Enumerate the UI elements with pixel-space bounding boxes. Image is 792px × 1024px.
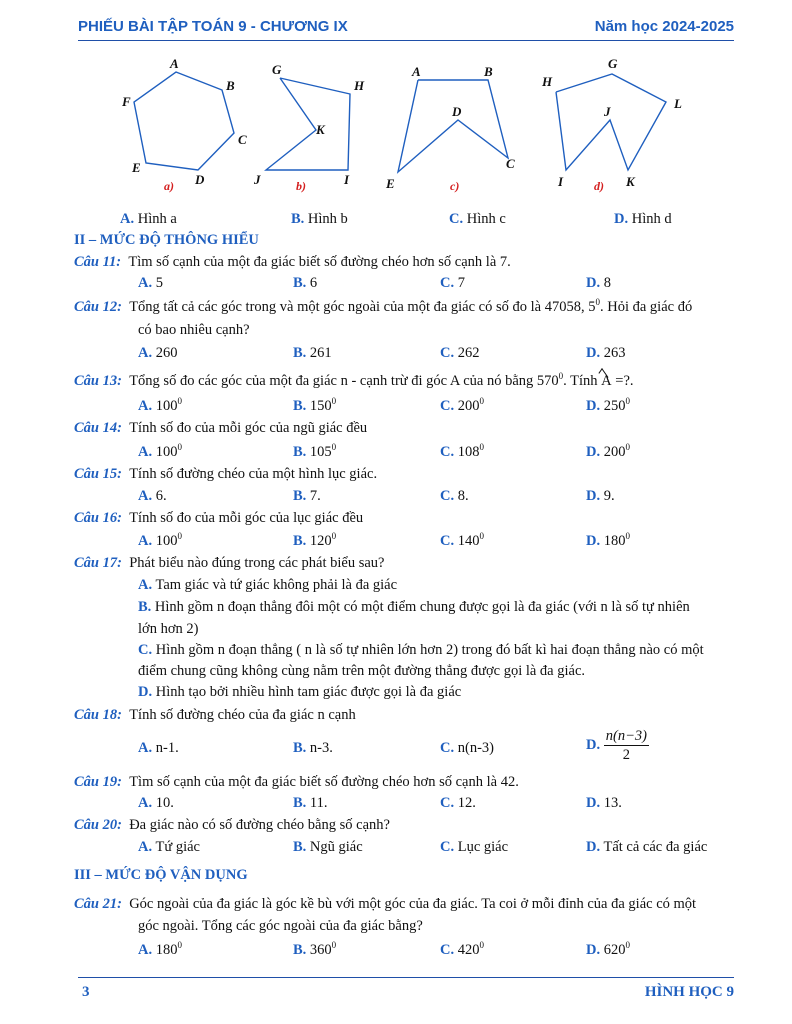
q21-option-b[interactable]: B. $360^0$ (293, 940, 337, 958)
fig-d-caption: d) (594, 179, 604, 193)
q13-stem: Câu 13: Tổng số đo các góc của một đa giác n - cạnh trừ đi góc A của nó bằng $570^0$. Tính A =?. (74, 371, 634, 389)
fig-a-label-D: D (195, 172, 205, 187)
fig-a-label-E: E (132, 160, 141, 175)
q10-option-c[interactable]: C. Hình c (449, 211, 506, 227)
q17-stem: Câu 17: Phát biểu nào đúng trong các phát biểu sau? (74, 555, 385, 571)
q11-option-c[interactable]: C. 7 (440, 275, 465, 291)
q14-option-b[interactable]: B. $105^0$ (293, 442, 337, 460)
q19-option-a[interactable]: A. 10. (138, 795, 174, 811)
q18-option-a[interactable]: A. n-1. (138, 740, 179, 756)
q14-stem: Câu 14: Tính số đo của mỗi góc của ngũ giác đều (74, 420, 368, 436)
q20-option-c[interactable]: C. Lục giác (440, 839, 509, 855)
q16-option-b[interactable]: B. $120^0$ (293, 531, 337, 549)
q15-option-a[interactable]: A. 6. (138, 488, 167, 504)
q12-option-c[interactable]: C. 262 (440, 345, 480, 361)
q18-fraction: $\frac{n(n-3)}{2}$ (605, 728, 647, 763)
figure-b-polyline (266, 78, 350, 170)
fig-d-label-L: L (674, 96, 682, 111)
fig-a-label-A: A (170, 56, 179, 71)
q10-option-a[interactable]: A. Hình a (120, 211, 177, 227)
section-title-3: III – MỨC ĐỘ VẬN DỤNG (74, 867, 248, 883)
figure-c-polyline (398, 80, 508, 172)
q13-option-a[interactable]: A. $100^0$ (138, 396, 182, 414)
fig-c-label-E: E (386, 176, 395, 191)
angle-a-symbol: A (601, 373, 612, 389)
page-footer (78, 977, 734, 1008)
q17-option-c[interactable]: C. Hình gồm n đoạn thẳng ( n là số tự nhiên lớn hơn 2) trong đó bất kì hai đoạn thẳng nào có một (138, 642, 704, 658)
q10-option-b[interactable]: B. Hình b (291, 211, 348, 227)
q21-option-d[interactable]: D. $620^0$ (586, 940, 630, 958)
fig-b-caption: b) (296, 179, 306, 193)
fig-a-label-B: B (226, 78, 235, 93)
section-title-2: II – MỨC ĐỘ THÔNG HIỂU (74, 232, 259, 248)
q19-option-b[interactable]: B. 11. (293, 795, 328, 811)
q17-option-a[interactable]: A. Tam giác và tứ giác không phải là đa giác (138, 577, 398, 593)
q21-stem-line2: góc ngoài. Tổng các góc ngoài của đa giác bằng? (138, 918, 423, 934)
fig-b-label-G: G (272, 62, 282, 77)
q12-option-b[interactable]: B. 261 (293, 345, 332, 361)
fig-d-label-K: K (626, 174, 635, 189)
q13-option-b[interactable]: B. $150^0$ (293, 396, 337, 414)
q12-option-d[interactable]: D. 263 (586, 345, 626, 361)
q18-stem: Câu 18: Tính số đường chéo của đa giác n cạnh (74, 707, 356, 723)
q15-option-c[interactable]: C. 8. (440, 488, 469, 504)
q14-option-c[interactable]: C. $108^0$ (440, 442, 484, 460)
q19-option-d[interactable]: D. 13. (586, 795, 622, 811)
q11-option-d[interactable]: D. 8 (586, 275, 611, 291)
figure-a-polygon (134, 72, 234, 170)
q20-stem: Câu 20: Đa giác nào có số đường chéo bằng số cạnh? (74, 817, 390, 833)
q17-option-c-line2: điểm chung cũng không cùng nằm trên một đường thẳng được gọi là đa giác. (138, 663, 586, 679)
q15-stem: Câu 15: Tính số đường chéo của một hình lục giác. (74, 466, 378, 482)
footer-subject: HÌNH HỌC 9 (644, 984, 734, 1000)
q15-option-b[interactable]: B. 7. (293, 488, 321, 504)
q17-option-b-line2: lớn hơn 2) (138, 621, 199, 637)
q19-stem: Câu 19: Tìm số cạnh của một đa giác biết số đường chéo hơn số cạnh là 42. (74, 774, 519, 790)
fig-d-label-J: J (604, 104, 611, 119)
q21-stem: Câu 21: Góc ngoài của đa giác là góc kề bù với một góc của đa giác. Ta coi ở mỗi đỉnh của đa giác có một (74, 896, 697, 912)
q13-option-d[interactable]: D. $250^0$ (586, 396, 630, 414)
q16-option-d[interactable]: D. $180^0$ (586, 531, 630, 549)
fig-d-label-H: H (542, 74, 553, 89)
q13-option-c[interactable]: C. $200^0$ (440, 396, 484, 414)
q21-option-c[interactable]: C. $420^0$ (440, 940, 484, 958)
fig-c-label-A: A (412, 64, 421, 79)
q20-option-a[interactable]: A. Tứ giác (138, 839, 200, 855)
q11-option-a[interactable]: A. 5 (138, 275, 163, 291)
q19-option-c[interactable]: C. 12. (440, 795, 476, 811)
q17-option-b[interactable]: B. Hình gồm n đoạn thẳng đôi một có một điểm chung được gọi là đa giác (với n là số tự nhiên (138, 599, 690, 615)
q20-option-d[interactable]: D. Tất cả các đa giác (586, 839, 708, 855)
q16-stem: Câu 16: Tính số đo của mỗi góc của lục giác đều (74, 510, 364, 526)
q21-option-a[interactable]: A. $180^0$ (138, 940, 182, 958)
fig-c-caption: c) (450, 179, 460, 193)
fig-a-label-F: F (122, 94, 131, 109)
fig-d-label-I: I (558, 174, 564, 189)
fig-a-caption: a) (164, 179, 174, 193)
q20-option-b[interactable]: B. Ngũ giác (293, 839, 363, 855)
fig-b-label-J: J (254, 172, 261, 187)
fig-c-label-D: D (452, 104, 462, 119)
q14-option-d[interactable]: D. $200^0$ (586, 442, 630, 460)
page-number: 3 (82, 984, 90, 1000)
fig-b-label-I: I (344, 172, 350, 187)
q16-option-c[interactable]: C. $140^0$ (440, 531, 484, 549)
q17-option-d[interactable]: D. Hình tạo bởi nhiều hình tam giác được gọi là đa giác (138, 684, 462, 700)
q12-stem: Câu 12: Tổng tất cả các góc trong và một góc ngoài của một đa giác có số đo là 47058, $5^0$. Hỏi đa giác đó (74, 297, 693, 315)
fig-b-label-H: H (354, 78, 365, 93)
fig-b-label-K: K (316, 122, 325, 137)
q12-stem-line2: có bao nhiêu cạnh? (138, 322, 250, 338)
q18-option-d[interactable]: D. $\frac{n(n-3)}{2}$ (586, 728, 647, 763)
polygon-figures (0, 0, 792, 210)
q12-option-a[interactable]: A. 260 (138, 345, 178, 361)
q11-option-b[interactable]: B. 6 (293, 275, 318, 291)
fig-d-label-G: G (608, 56, 618, 71)
header-title: PHIẾU BÀI TẬP TOÁN 9 - CHƯƠNG IX (78, 18, 348, 35)
figure-d-polyline (556, 74, 666, 170)
q18-option-b[interactable]: B. n-3. (293, 740, 333, 756)
fig-c-label-B: B (484, 64, 493, 79)
header-school-year: Năm học 2024-2025 (594, 18, 734, 35)
fig-a-label-C: C (238, 132, 247, 147)
q10-option-d[interactable]: D. Hình d (614, 211, 672, 227)
q15-option-d[interactable]: D. 9. (586, 488, 615, 504)
q18-option-c[interactable]: C. n(n-3) (440, 740, 494, 756)
q11-stem: Câu 11: Tìm số cạnh của một đa giác biết số đường chéo hơn số cạnh là 7. (74, 254, 511, 270)
q14-option-a[interactable]: A. $100^0$ (138, 442, 182, 460)
fig-c-label-C: C (506, 156, 515, 171)
q16-option-a[interactable]: A. $100^0$ (138, 531, 182, 549)
